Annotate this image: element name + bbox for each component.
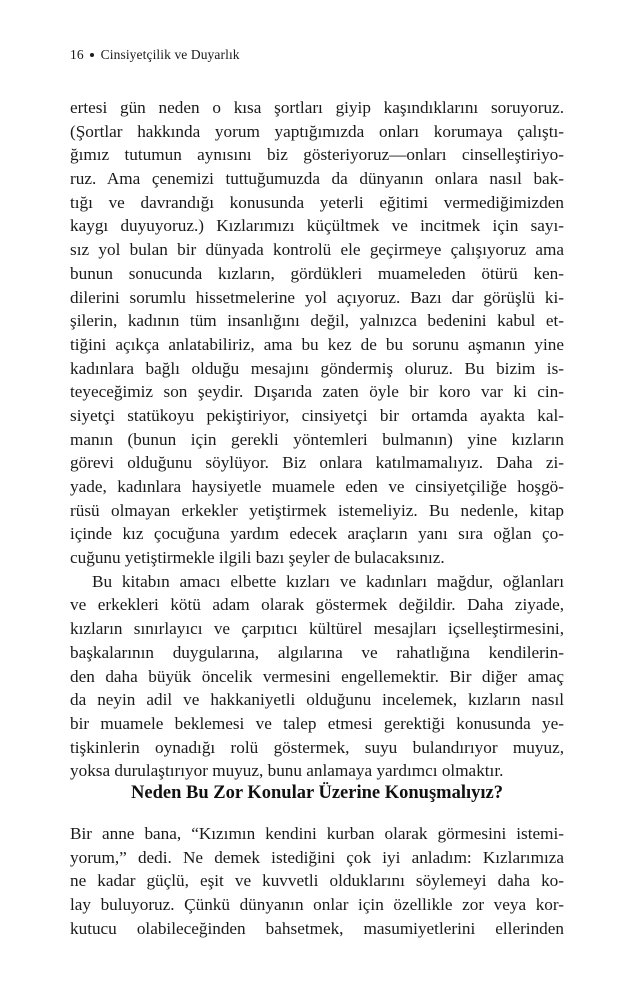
body-text-before-heading xyxy=(70,96,564,783)
running-header xyxy=(70,47,240,63)
text-line: kadınlara bağlı olduğu mesajını göndermiş oluruz. Bu bizim is- xyxy=(70,358,564,378)
text-line: yoksa durulaştırıyor muyuz, bunu anlamaya yardımcı olmaktır. xyxy=(70,761,504,781)
paragraph xyxy=(70,96,564,570)
text-line: Bu kitabın amacı elbette kızları ve kadınları mağdur, oğlanları xyxy=(92,571,564,591)
text-line: yade, kadınlara haysiyetle muamele eden ve cinsiyetçiliğe hoşgö- xyxy=(70,477,564,496)
text-line: tişkinlerin oynadığı rolü göstermek, suyu bulandırıyor muyuz, xyxy=(70,737,564,757)
text-line: yorum,” dedi. Ne demek istediğini çok iyi anladım: Kızlarımıza xyxy=(70,847,564,867)
page-number: 16 xyxy=(70,47,84,62)
text-line: manın (bunun için gerekli yöntemleri bulmanın) yine kızların xyxy=(70,429,564,449)
text-line: ve erkekleri kötü adam olarak göstermek değildir. Daha ziyade, xyxy=(70,595,564,615)
text-line: kaygı duyuyoruz.) Kızlarımızı küçültmek ve incitmek için sayı- xyxy=(70,216,564,236)
chapter-title: Cinsiyetçilik ve Duyarlık xyxy=(100,47,240,62)
text-line: kızların sınırlayıcı ve çarpıtıcı kültürel mesajları içselleştirmesini, xyxy=(70,619,564,639)
text-line: dilerini sorumlu hissetmelerine yol açıyoruz. Bazı dar görüşlü ki- xyxy=(70,287,564,307)
text-line: bir muamele beklemesi ve talep etmesi gerektiği konusunda ye- xyxy=(70,713,564,733)
text-line: da neyin adil ve hakkaniyetli olduğunu incelemek, kızların nasıl xyxy=(70,690,564,710)
body-text-after-heading xyxy=(70,822,564,940)
text-line: bunun sonucunda kızların, gördükleri muameleden ötürü ken- xyxy=(70,263,564,283)
text-line: ertesi gün neden o kısa şortları giyip kaşındıklarını soruyoruz. xyxy=(70,98,564,117)
paragraph xyxy=(70,822,564,940)
text-line: içinde kız çocuğuna yardım edecek araçların yanı sıra oğlan ço- xyxy=(70,524,564,544)
text-line: teyeceğimiz son şeydir. Dışarıda zaten öyle bir koro var ki cin- xyxy=(70,382,564,402)
text-line: ğımız tutumun aynısını biz gösteriyoruz—onları cinselleştiriyo- xyxy=(70,145,564,165)
text-line: tığı ve davrandığı konusunda yeterli eğitimi vermediğimizden xyxy=(70,192,564,212)
text-line: (Şortlar hakkında yorum yaptığımızda onları korumaya çalıştı- xyxy=(70,121,564,141)
text-line: Bir anne bana, “Kızımın kendini kurban olarak görmesini istemi- xyxy=(70,824,564,843)
text-line: lay buluyoruz. Çünkü dünyanın onlar için özellikle zor veya kor- xyxy=(70,895,564,915)
text-line: den daha büyük öncelik vermesini engellemektir. Bir diğer amaç xyxy=(70,666,564,686)
bullet-icon xyxy=(90,53,94,57)
text-line: ne kadar güçlü, eşit ve kuvvetli olduklarını söylemeyi daha ko- xyxy=(70,871,564,891)
text-line: cuğunu yetiştirmekle ilgili bazı şeyler de bulacaksınız. xyxy=(70,548,445,568)
paragraph xyxy=(70,570,564,783)
text-line: görevi olduğunu söylüyor. Biz onlara katılmamalıyız. Daha zi- xyxy=(70,453,564,473)
text-line: tiğini açıkça anlatabiliriz, ama bu kez de bu sorunu aşmanın yine xyxy=(70,334,564,354)
text-line: ruz. Ama çenemizi tuttuğumuzda da dünyanın onlara nasıl bak- xyxy=(70,169,564,189)
text-line: sız yol bulan bir dünyada kontrolü ele geçirmeye çalışıyoruz ama xyxy=(70,240,564,260)
text-line: rüsü olmayan erkekler yetiştirmek istemeliyiz. Bu nedenle, kitap xyxy=(70,500,564,520)
text-line: şilerin, kadının tüm insanlığını değil, yalnızca bedenini kabul et- xyxy=(70,311,564,331)
text-line: başkalarının duygularına, algılarına ve rahatlığına kendilerin- xyxy=(70,642,564,662)
section-heading: Neden Bu Zor Konular Üzerine Konuşmalıyız? xyxy=(131,783,503,804)
text-line: siyetçi statükoyu pekiştiriyor, cinsiyetçi bir ortamda ayakta kal- xyxy=(70,405,564,425)
text-line: kutucu olabileceğinden bahsetmek, masumiyetlerini ellerinden xyxy=(70,918,564,938)
